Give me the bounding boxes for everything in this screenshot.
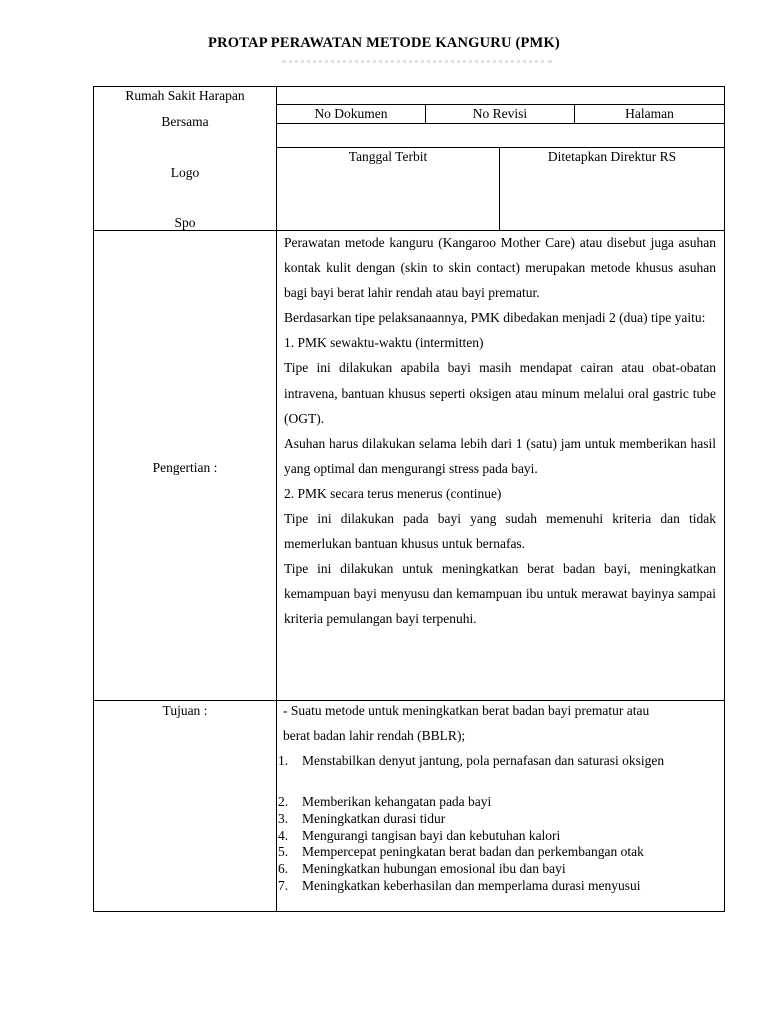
list-item [278,811,718,828]
tujuan-intro-line-2: berat badan lahir rendah (BBLR); [283,728,466,743]
hospital-name-line2: Bersama [161,114,209,129]
tujuan-intro [283,698,717,748]
hospital-name-line1: Rumah Sakit Harapan [125,88,245,103]
list-item-number: 3. [278,810,289,826]
pengertian-label: Pengertian : [152,460,218,475]
tujuan-list [278,794,718,895]
list-item-text: Meningkatkan hubungan emosional ibu dan bayi [302,861,566,877]
list-item-number: 1. [278,753,289,768]
pengertian-paragraph-4: Tipe ini dilakukan apabila bayi masih mendapat cairan atau obat-obatan intravena, bantuan khusus seperti oksigen atau minum melalui oral gastric tube (OGT). [284,360,716,426]
pengertian-paragraph-2: Berdasarkan tipe pelaksanaannya, PMK dibedakan menjadi 2 (dua) tipe yaitu: [284,310,706,326]
list-item-text: Meningkatkan keberhasilan dan memperlama durasi menyusui [302,877,641,893]
table-right-border [724,86,725,912]
list-item [278,861,718,878]
list-item-number: 2. [278,794,289,809]
list-item [278,844,718,861]
tanggal-terbit-label: Tanggal Terbit [348,149,428,164]
list-item-text: Menstabilkan denyut jantung, pola pernafasan dan saturasi oksigen [302,753,665,768]
table-bottom-border [93,911,725,912]
pengertian-paragraph-5: Asuhan harus dilakukan selama lebih dari 1 (satu) jam untuk memberikan hasil yang optimal dan mengurangi stress pada bayi. [284,435,716,476]
ditetapkan-direktur-label: Ditetapkan Direktur RS [547,149,677,164]
list-item-text: Memberikan kehangatan pada bayi [302,794,492,809]
list-item [278,878,718,895]
no-revisi-label: No Revisi [472,106,528,121]
document-title: PROTAP PERAWATAN METODE KANGURU (PMK) [208,35,560,51]
spo-label: Spo [174,215,196,230]
list-item [278,748,718,773]
list-item [278,828,718,845]
pengertian-paragraph-8: Tipe ini dilakukan untuk meningkatkan berat badan bayi, meningkatkan kemampuan bayi menyusu dan kemampuan ibu untuk merawat bayinya sampai kriteria pemulangan bayi terpenuhi. [284,561,716,627]
list-item-text: Mengurangi tangisan bayi dan kebutuhan kalori [302,827,561,843]
no-dokumen-label: No Dokumen [314,106,388,121]
pmk-type-1-heading: 1. PMK sewaktu-waktu (intermitten) [284,335,484,351]
logo-label: Logo [170,165,200,180]
pmk-type-2-heading: 2. PMK secara terus menerus (continue) [284,485,502,501]
pengertian-content [284,230,716,632]
list-item-number: 5. [278,844,289,860]
list-item [278,794,718,811]
list-item-text: Mempercepat peningkatan berat badan dan perkembangan otak [302,844,644,860]
list-item-number: 4. [278,827,289,843]
list-item-number: 7. [278,877,289,893]
column-divider [276,86,277,912]
faded-subtitle-line [282,60,552,68]
list-item-number: 6. [278,861,289,877]
pengertian-paragraph-7: Tipe ini dilakukan pada bayi yang sudah memenuhi kriteria dan tidak memerlukan bantuan khusus untuk bernafas. [284,511,716,552]
tujuan-list-first [278,748,718,773]
halaman-label: Halaman [625,106,674,121]
pengertian-paragraph-1: Perawatan metode kanguru (Kangaroo Mother Care) atau disebut juga asuhan kontak kulit dengan (skin to skin contact) merupakan metode khusus asuhan bagi bayi berat lahir rendah atau bayi prematur. [284,235,716,301]
list-item-text: Meningkatkan durasi tidur [302,810,446,826]
tujuan-label: Tujuan : [162,703,208,718]
tujuan-intro-line-1: - Suatu metode untuk meningkatkan berat badan bayi prematur atau [283,703,650,718]
